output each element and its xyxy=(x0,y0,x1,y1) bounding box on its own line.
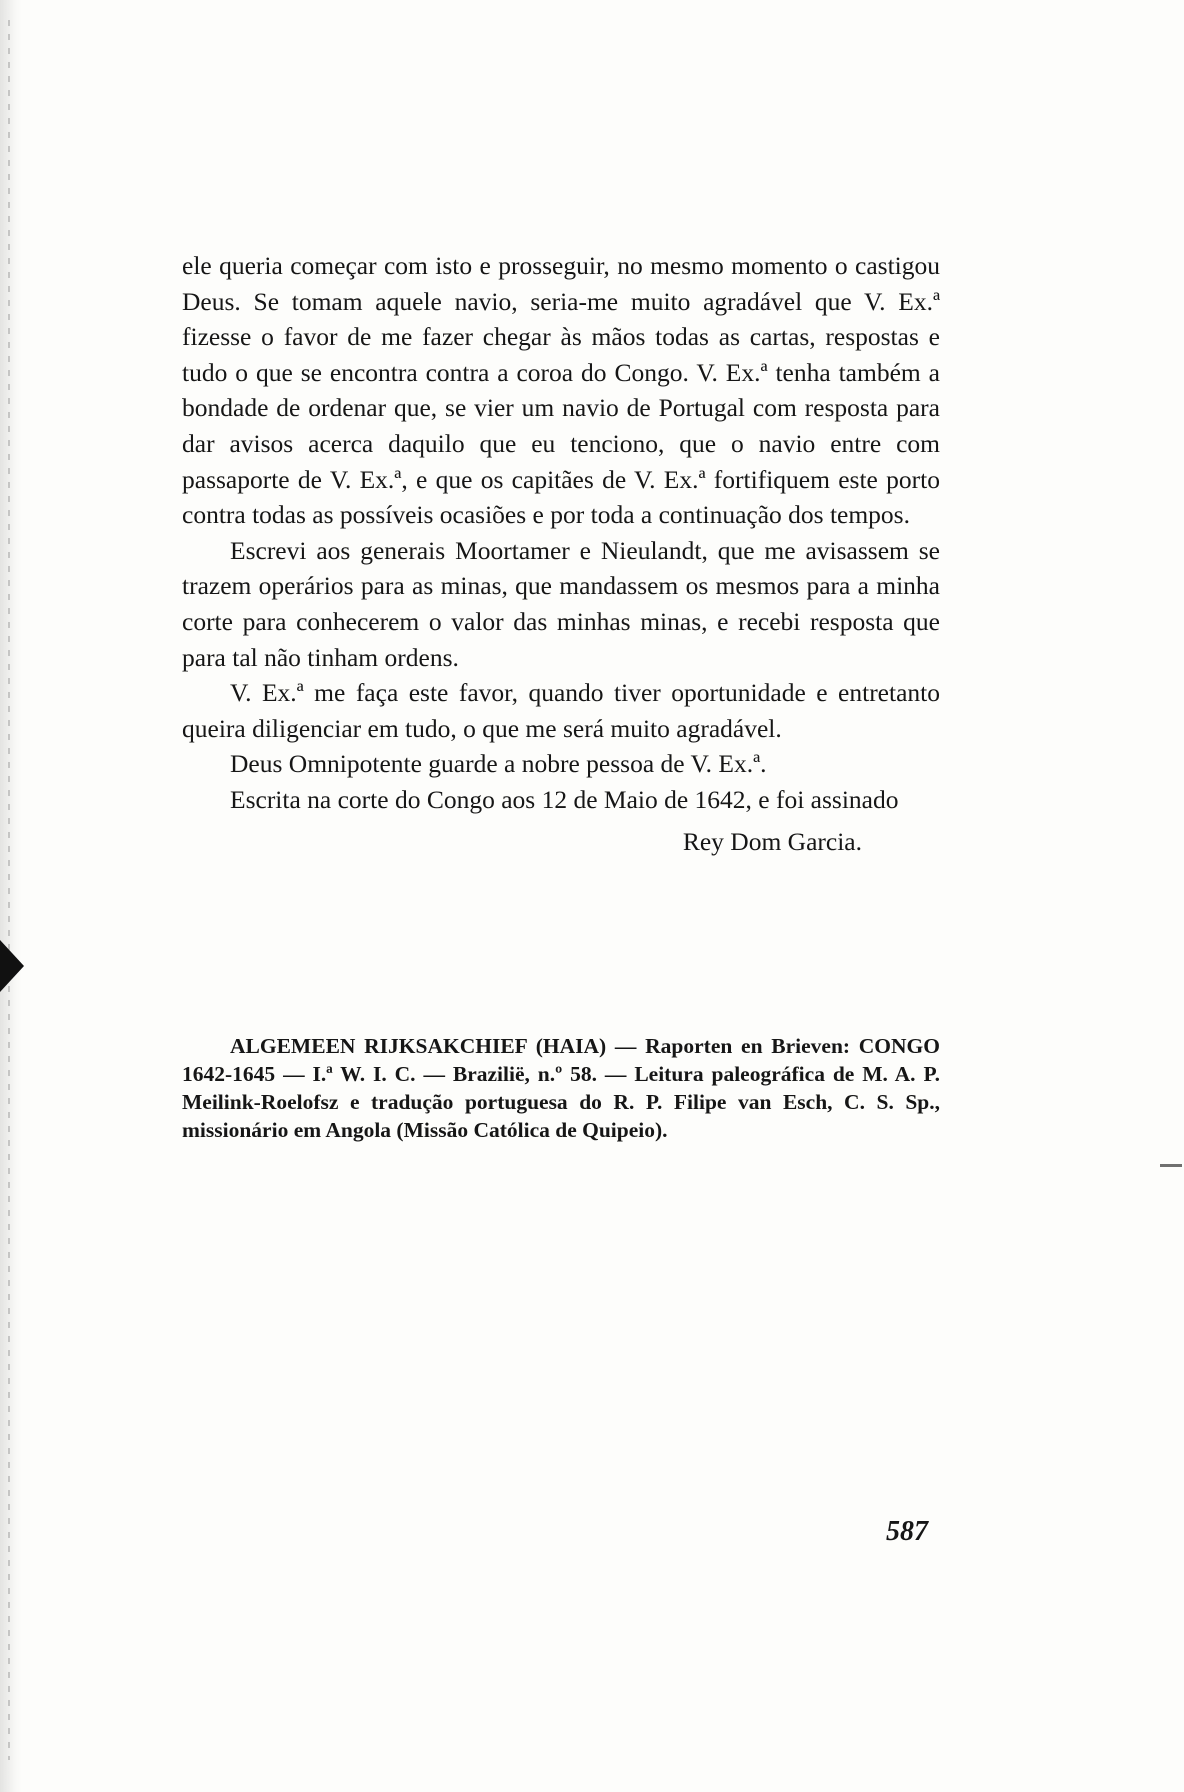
page-edge-marker xyxy=(0,940,24,992)
signature: Rey Dom Garcia. xyxy=(682,826,862,856)
scan-edge-line xyxy=(8,20,10,1760)
source-citation: ALGEMEEN RIJKSAKCHIEF (HAIA) — Raporten en Brieven: CONGO 1642-1645 — I.ª W. I. C. — Brazilië, n.º 58. — Leitura paleográfica de M. A. P. Meilink-Roelofsz e tradução portuguesa do R. P. Filipe van Esch, C. S. Sp., missionário em Angola (Missão Católica de Quipeio). xyxy=(182,1034,940,1142)
paragraph-generals: Escrevi aos generais Moortamer e Nieulandt, que me avisassem se trazem operários para as minas, que mandassem os mesmos para a minha corte para conhecerem o valor das minhas minas, e recebi resposta que para tal não tinham ordens. xyxy=(182,535,940,672)
paragraph-dateline: Escrita na corte do Congo aos 12 de Maio de 1642, e foi assinado xyxy=(230,784,899,814)
paragraph-blessing: Deus Omnipotente guarde a nobre pessoa de V. Ex.ª. xyxy=(230,749,767,779)
main-text xyxy=(182,248,940,859)
page-number: 587 xyxy=(886,1516,928,1547)
paragraph-request: V. Ex.ª me faça este favor, quando tiver oportunidade e entretanto queira diligenciar em tudo, o que me será muito agradável. xyxy=(182,678,940,743)
margin-tick-mark xyxy=(1160,1164,1182,1167)
scan-edge-shadow xyxy=(0,0,22,1792)
paragraph-continuation: ele queria começar com isto e prosseguir, no mesmo momento o castigou Deus. Se tomam aquele navio, seria-me muito agradável que V. Ex.ª fizesse o favor de me fazer chegar às mãos todas as cartas, respostas e tudo o que se encontra contra a coroa do Congo. V. Ex.ª tenha também a bondade de ordenar que, se vier um navio de Portugal com resposta para dar avisos acerca daquilo que eu tenciono, que o navio entre com passaporte de V. Ex.ª, e que os capitães de V. Ex.ª fortifiquem este porto contra todas as possíveis ocasiões e por toda a continuação dos tempos. xyxy=(182,251,940,530)
